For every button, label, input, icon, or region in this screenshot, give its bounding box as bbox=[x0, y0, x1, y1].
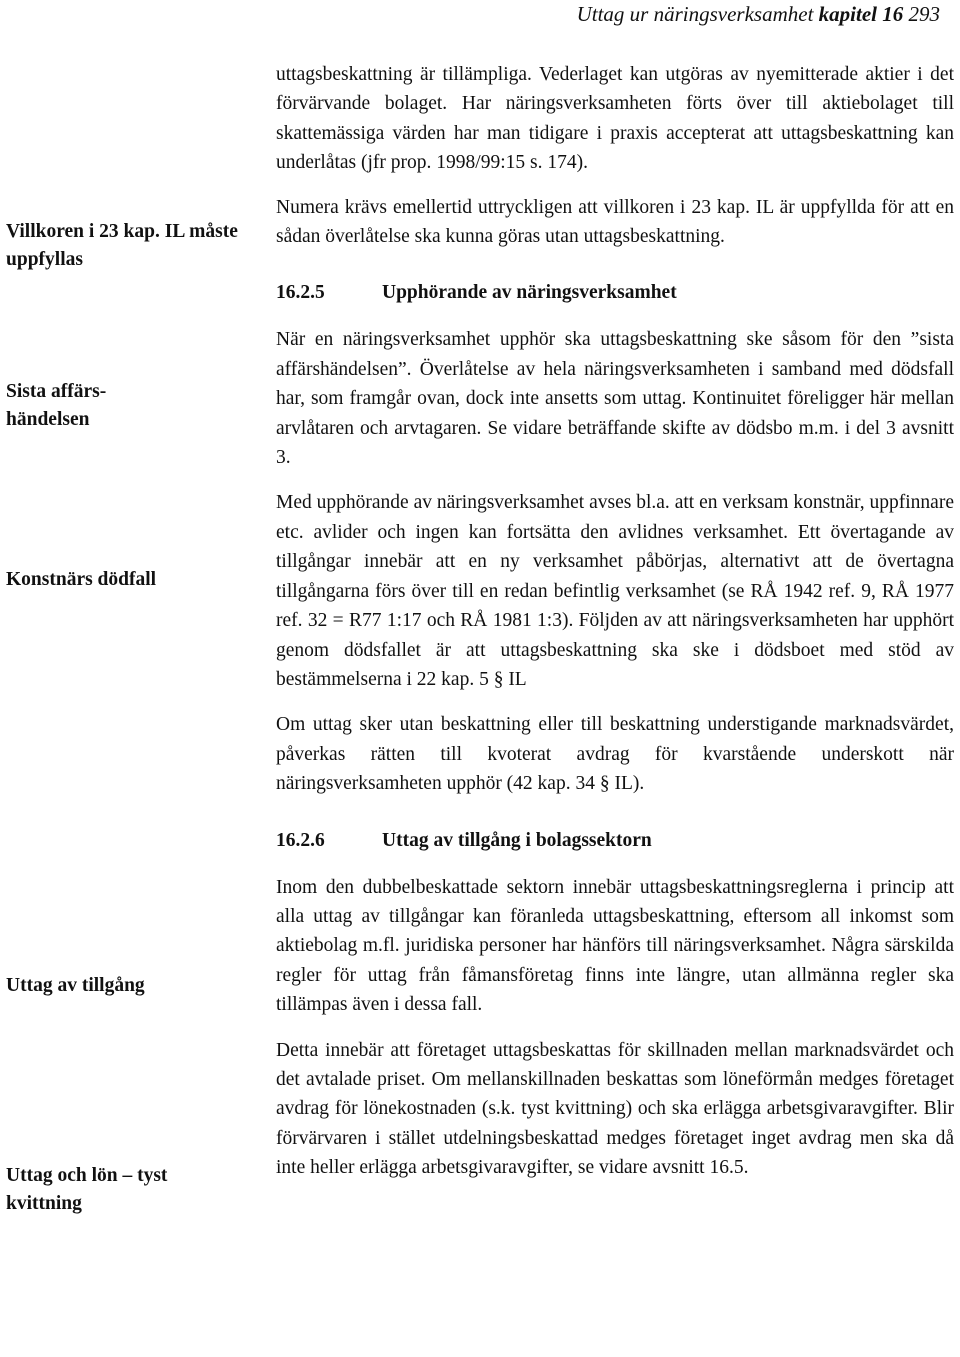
paragraph: Inom den dubbelbeskattade sektorn innebär uttagsbeskattningsreglerna i princip att alla uttag av tillgångar kan föranleda uttagsbeskattning, eftersom all inkomst som aktiebolag m.fl. juridiska personer har hänförs till näringsverksamhet. Några särskilda regler för uttag från fåmansföretag finns inte längre, utan allmänna regler ska tillämpas även i dessa fall. bbox=[276, 876, 954, 1016]
section-number: 16.2.6 bbox=[276, 829, 325, 851]
page-number: 293 bbox=[908, 2, 940, 26]
margin-note-uttag-av-tillgang: Uttag av tillgång bbox=[6, 975, 145, 996]
section-title: Upphörande av näringsverksamhet bbox=[382, 282, 677, 304]
section-number: 16.2.5 bbox=[276, 282, 325, 304]
section-heading bbox=[276, 827, 954, 855]
paragraph: Med upphörande av näringsverksamhet avses bl.a. att en verksam konstnär, uppfinnare etc. avlider och ingen kan fortsätta den avlidnes verksamhet. Ett övertagande av tillgångar innebär att en ny verksamhet påbörjas, alternativt att de övertagna tillgångarna förs över till en redan befintlig verksamhet (se RÅ 1942 ref. 9, RÅ 1977 ref. 32 = R77 1:17 och RÅ 1981 1:3). Följden av att näringsverksamheten har upphört genom dödsfallet är att uttagsbeskattning ska ske i dödsboet med stöd av bestämmelserna i 22 kap. 5 § IL bbox=[276, 492, 954, 690]
header-title: Uttag ur näringsverksamhet bbox=[576, 2, 814, 26]
margin-note-sista-affarshandelsen: Sista affärs-händelsen bbox=[6, 381, 107, 430]
running-header bbox=[577, 2, 940, 27]
paragraph: uttagsbeskattning är tillämpliga. Vederlaget kan utgöras av nyemitterade aktier i det förvärvande bolaget. Har näringsverksamheten förts över till aktiebolaget till skattemässiga värden har man tidigare i praxis accepterat att uttagsbeskattning kan underlåtas (jfr prop. 1998/99:15 s. 174). bbox=[276, 64, 954, 174]
margin-note-uttag-och-lon: Uttag och lön – tyst kvittning bbox=[6, 1165, 168, 1214]
margin-note-villkoren: Villkoren i 23 kap. IL måste uppfyllas bbox=[6, 221, 238, 270]
paragraph: Detta innebär att företaget uttagsbeskattas för skillnaden mellan marknadsvärdet och det avtalade priset. Om mellanskillnaden beskattas som löneförmån medges företaget avdrag för lönekostnaden (s.k. tyst kvittning) och ska erlägga arbetsgivaravgifter. Blir förvärvaren i stället utdelningsbeskattad medges företaget inget avdrag men ska då inte heller erlägga arbetsgivaravgifter, se vidare avsnitt 16.5. bbox=[276, 1039, 954, 1179]
header-chapter: kapitel 16 bbox=[818, 2, 904, 26]
paragraph: När en näringsverksamhet upphör ska uttagsbeskattning ske såsom för den ”sista affärshändelsen”. Överlåtelse av hela näringsverksamheten i samband med dödsfall har, som framgår ovan, dock inte ansetts som uttag. Kontinuitet föreligger här mellan arvlåtaren och arvtagaren. Se vidare beträffande skifte av dödsbo m.m. i del 3 avsnitt 3. bbox=[276, 329, 954, 469]
paragraph: Om uttag sker utan beskattning eller till beskattning understigande marknadsvärdet, påverkas rätten till kvoterat avdrag för kvarstående underskott när näringsverksamheten upphör (42 kap. 34 § IL). bbox=[276, 714, 954, 795]
section-heading bbox=[276, 279, 954, 307]
margin-note-konstnars-dodfall: Konstnärs dödfall bbox=[6, 569, 157, 590]
body-column bbox=[276, 60, 954, 1199]
paragraph: Numera krävs emellertid uttryckligen att villkoren i 23 kap. IL är uppfyllda för att en sådan överlåtelse ska kunna göras utan uttagsbeskattning. bbox=[276, 196, 954, 248]
section-title: Uttag av tillgång i bolagssektorn bbox=[382, 829, 652, 851]
